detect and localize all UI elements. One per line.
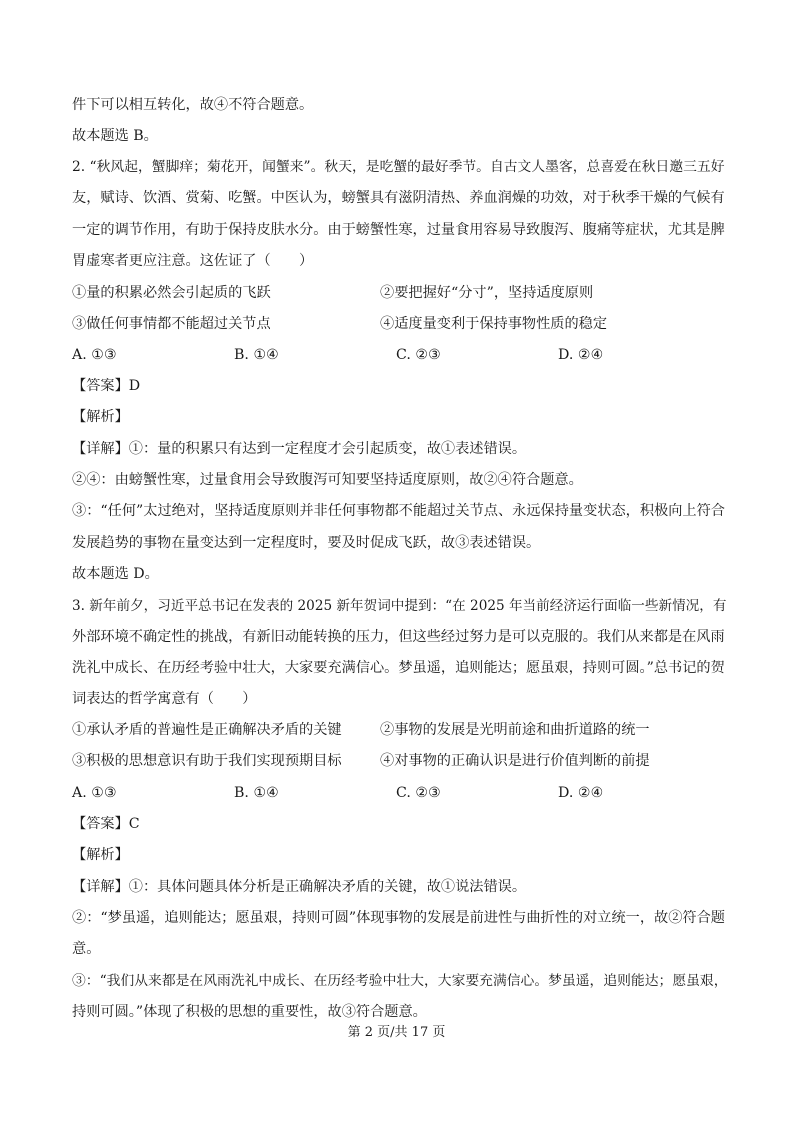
answer-label: 【答案】D <box>72 378 141 394</box>
choice-c: C. ②③ <box>396 347 441 363</box>
question-3-option-4: ④对事物的正确认识是进行价值判断的前提 <box>380 753 650 769</box>
question-3-options-row <box>72 751 732 771</box>
question-3-stem: 词表达的哲学寓意有（ ） <box>72 691 257 707</box>
choice-a: A. ①③ <box>72 785 117 801</box>
analysis-label: 【解析】 <box>72 409 129 425</box>
choice-d: D. ②④ <box>558 785 604 801</box>
analysis-text: ②：“梦虽遥，追则能达；愿虽艰，持则可圆”体现事物的发展是前进性与曲折性的对立统一，故②符合题 <box>72 910 725 926</box>
question-3-stem: 洗礼中成长、在历经考验中壮大，大家要充满信心。梦虽遥，追则能达；愿虽艰，持则可圆。”总书记的贺 <box>72 660 725 676</box>
question-3-stem: 外部环境不确定性的挑战，有新旧动能转换的压力，但这些经过努力是可以克服的。我们从来都是在风雨 <box>72 629 725 645</box>
analysis-label: 【解析】 <box>72 847 129 863</box>
question-3-choices <box>72 783 732 803</box>
analysis-text: 【详解】①：量的积累只有达到一定程度才会引起质变，故①表述错误。 <box>72 441 527 457</box>
analysis-text: ③：“我们从来都是在风雨洗礼中成长、在历经考验中壮大，大家要充满信心。梦虽遥，追则能达；愿虽艰， <box>72 973 728 989</box>
question-2-option-2: ②要把握好“分寸”，坚持适度原则 <box>380 285 594 301</box>
analysis-text: 【详解】①：具体问题具体分析是正确解决矛盾的关键，故①说法错误。 <box>72 879 527 895</box>
question-3-stem: 3. 新年前夕，习近平总书记在发表的 2025 新年贺词中提到：“在 2025 年当前经济运行面临一些新情况，有 <box>72 598 727 614</box>
question-2-stem: 友，赋诗、饮酒、赏菊、吃蟹。中医认为，螃蟹具有滋阴清热、养血润燥的功效，对于秋季干燥的气候有 <box>72 190 725 206</box>
question-2-option-1: ①量的积累必然会引起质的飞跃 <box>72 285 271 301</box>
choice-c: C. ②③ <box>396 785 441 801</box>
question-2-stem: 2. “秋风起，蟹脚痒；菊花开，闻蟹来”。秋天，是吃蟹的最好季节。自古文人墨客，总喜爱在秋日邀三五好 <box>72 159 725 175</box>
question-2-option-3: ③做任何事情都不能超过关节点 <box>72 316 271 332</box>
text-line: 件下可以相互转化，故④不符合题意。 <box>72 97 314 113</box>
analysis-text: ③：“任何”太过绝对，坚持适度原则并非任何事物都不能超过关节点、永远保持量变状态，积极向上符合 <box>72 503 725 519</box>
question-2-options-row <box>72 283 732 303</box>
analysis-text: 发展趋势的事物在量变达到一定程度时，要及时促成飞跃，故③表述错误。 <box>72 535 541 551</box>
question-2-option-4: ④适度量变利于保持事物性质的稳定 <box>380 316 608 332</box>
analysis-text: 持则可圆。”体现了积极的思想的重要性，故③符合题意。 <box>72 1004 427 1020</box>
text-line: 故本题选 B。 <box>72 128 158 144</box>
choice-b: B. ①④ <box>234 785 279 801</box>
choice-a: A. ①③ <box>72 347 117 363</box>
question-3-option-3: ③积极的思想意识有助于我们实现预期目标 <box>72 753 342 769</box>
question-2-stem: 胃虚寒者更应注意。这佐证了（ ） <box>72 253 314 269</box>
choice-b: B. ①④ <box>234 347 279 363</box>
question-3-option-2: ②事物的发展是光明前途和曲折道路的统一 <box>380 722 650 738</box>
choice-d: D. ②④ <box>558 347 604 363</box>
text-line: 故本题选 D。 <box>72 566 159 582</box>
question-2-stem: 一定的调节作用，有助于保持皮肤水分。由于螃蟹性寒，过量食用容易导致腹泻、腹痛等症状，尤其是脾 <box>72 222 725 238</box>
answer-label: 【答案】C <box>72 816 140 832</box>
page-footer: 第 2 页/共 17 页 <box>347 1025 446 1040</box>
question-2-options-row <box>72 314 732 334</box>
question-3-option-1: ①承认矛盾的普遍性是正确解决矛盾的关键 <box>72 722 342 738</box>
question-2-choices <box>72 345 732 365</box>
analysis-text: 意。 <box>72 941 101 957</box>
question-3-options-row <box>72 720 732 740</box>
analysis-text: ②④：由螃蟹性寒，过量食用会导致腹泻可知要坚持适度原则，故②④符合题意。 <box>72 472 583 488</box>
